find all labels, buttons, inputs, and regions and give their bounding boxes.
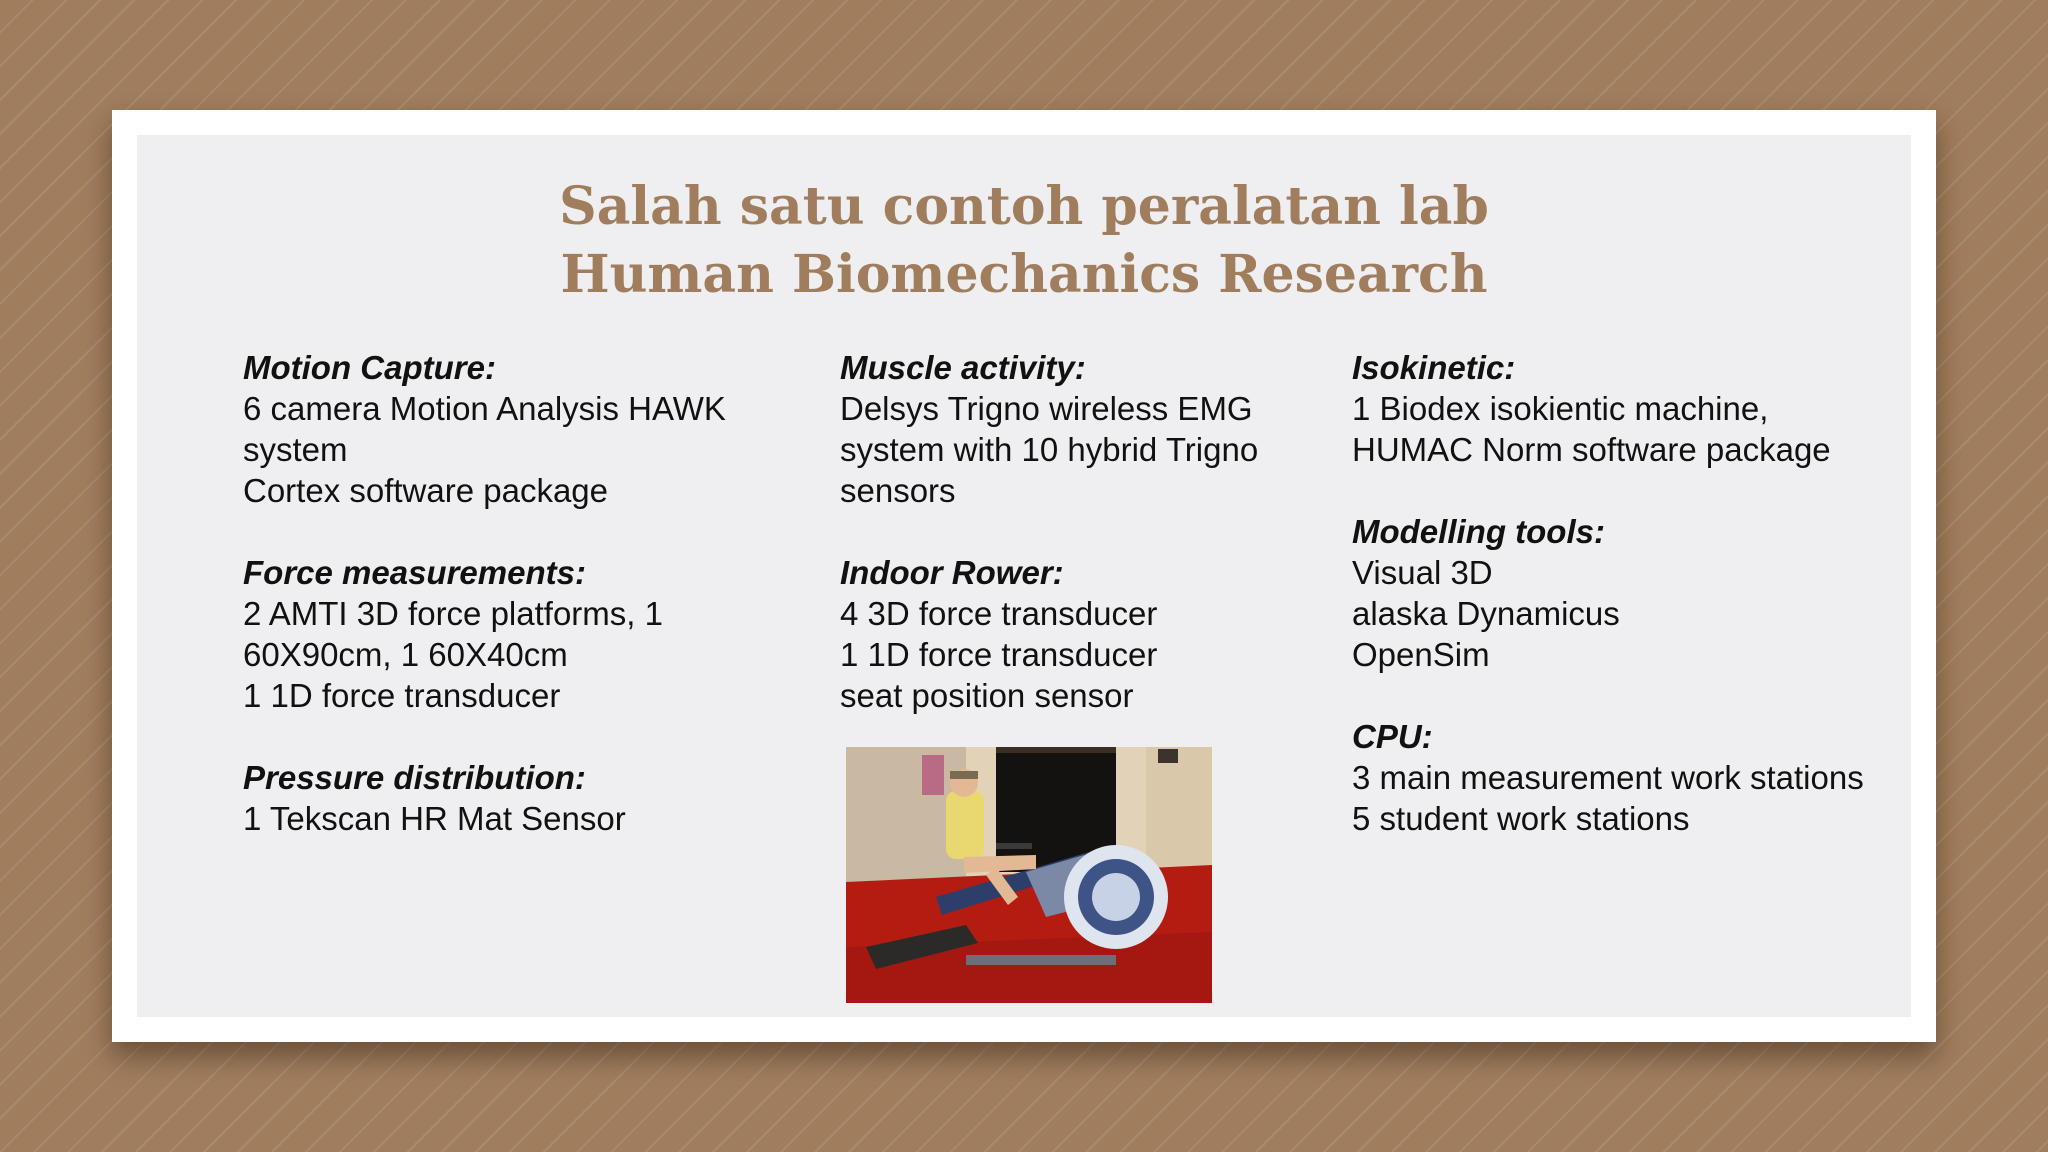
section-heading: Force measurements: xyxy=(243,554,586,591)
section-line: alaska Dynamicus xyxy=(1352,595,1620,632)
section-heading: Muscle activity: xyxy=(840,349,1086,386)
section-heading: CPU: xyxy=(1352,718,1433,755)
column-middle xyxy=(840,347,1310,757)
slide-frame xyxy=(112,110,1936,1042)
section-line: 1 1D force transducer xyxy=(840,636,1158,673)
section-line: Visual 3D xyxy=(1352,554,1493,591)
section-muscle-activity xyxy=(840,347,1310,511)
column-left xyxy=(243,347,783,880)
section-line: Delsys Trigno wireless EMG system with 10 hybrid Trigno sensors xyxy=(840,390,1259,509)
section-motion-capture xyxy=(243,347,783,511)
section-line: 1 1D force transducer xyxy=(243,677,561,714)
section-modelling-tools xyxy=(1352,511,1892,675)
section-line: 1 Biodex isokientic machine, HUMAC Norm software package xyxy=(1352,390,1831,468)
section-indoor-rower xyxy=(840,552,1310,716)
section-line: 6 camera Motion Analysis HAWK system xyxy=(243,390,726,468)
section-heading: Indoor Rower: xyxy=(840,554,1064,591)
section-heading: Isokinetic: xyxy=(1352,349,1516,386)
section-line: 5 student work stations xyxy=(1352,800,1690,837)
slide-title xyxy=(137,173,1911,309)
section-line: seat position sensor xyxy=(840,677,1134,714)
section-cpu xyxy=(1352,716,1892,839)
section-isokinetic xyxy=(1352,347,1892,470)
section-line: Cortex software package xyxy=(243,472,609,509)
column-right xyxy=(1352,347,1892,880)
indoor-rower-photo xyxy=(846,747,1212,1003)
title-line-1: Salah satu contoh peralatan lab xyxy=(559,176,1489,237)
section-heading: Pressure distribution: xyxy=(243,759,586,796)
section-pressure-distribution xyxy=(243,757,783,839)
section-line: 2 AMTI 3D force platforms, 1 60X90cm, 1 60X40cm xyxy=(243,595,663,673)
section-line: 3 main measurement work stations xyxy=(1352,759,1864,796)
section-heading: Motion Capture: xyxy=(243,349,496,386)
section-line: OpenSim xyxy=(1352,636,1490,673)
section-force-measurements xyxy=(243,552,783,716)
section-line: 4 3D force transducer xyxy=(840,595,1158,632)
slide-panel xyxy=(137,135,1911,1017)
section-heading: Modelling tools: xyxy=(1352,513,1605,550)
title-line-2: Human Biomechanics Research xyxy=(560,244,1488,305)
section-line: 1 Tekscan HR Mat Sensor xyxy=(243,800,626,837)
